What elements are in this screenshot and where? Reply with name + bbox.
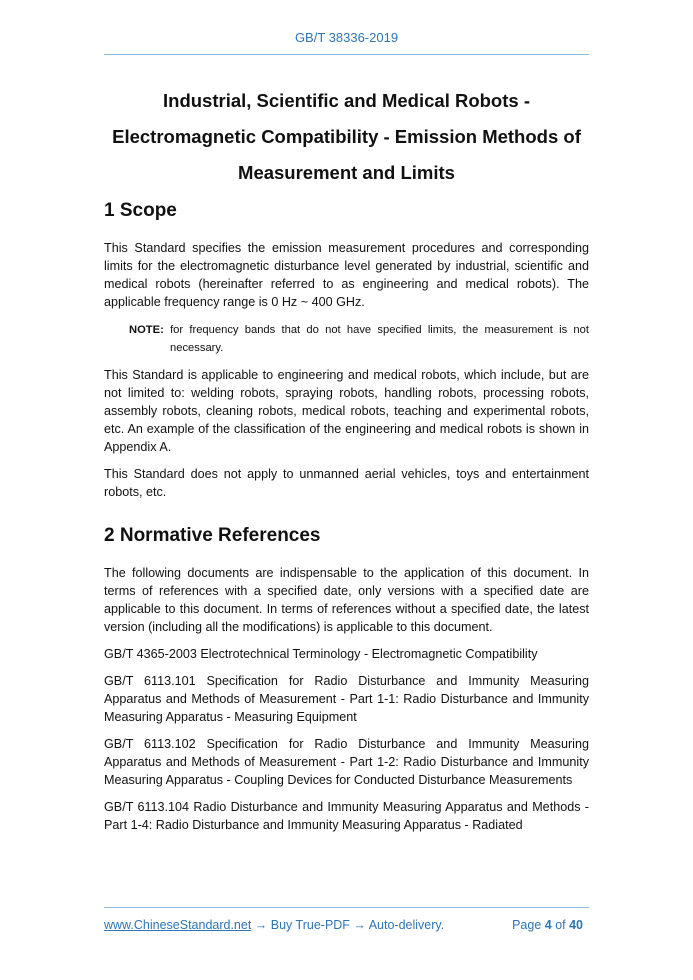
note-text: for frequency bands that do not have specified limits, the measurement is not necessary. (163, 324, 589, 354)
document-title (104, 83, 589, 191)
title-line-1: Industrial, Scientific and Medical Robots - (163, 90, 530, 111)
title-line-2: Electromagnetic Compatibility - Emission Methods of (112, 126, 581, 147)
page-indicator (512, 918, 583, 932)
page-content (104, 83, 589, 834)
section-heading-scope: 1 Scope (104, 200, 177, 221)
page-of: of (551, 918, 570, 932)
references-intro: The following documents are indispensable to the application of this document. In terms of references with a specified date, only versions with a specified date are applicable to this document. In terms of references without a specified date, the latest version (including all the modifications) is applicable to this document. (104, 566, 589, 634)
total-pages: 40 (569, 918, 583, 932)
section-heading-normative-references: 2 Normative References (104, 525, 321, 546)
chinesestandard-link[interactable]: www.ChineseStandard.net (104, 918, 252, 932)
reference-item: GB/T 6113.102 Specification for Radio Disturbance and Immunity Measuring Apparatus and Methods of Measurement - Part 1-2: Radio Disturbance and Immunity Measuring Apparatus - Coupling Devices for Conducted Disturbance Measurements (104, 737, 589, 787)
scope-paragraph-1: This Standard specifies the emission measurement procedures and corresponding limits for the electromagnetic disturbance level generated by industrial, scientific and medical robots (hereinafter referred to as engineering and medical robots). The applicable frequency range is 0 Hz ~ 400 GHz. (104, 241, 589, 309)
page-footer (104, 918, 589, 932)
scope-paragraph-3: This Standard does not apply to unmanned aerial vehicles, toys and entertainment robots, etc. (104, 467, 589, 499)
reference-item: GB/T 6113.101 Specification for Radio Disturbance and Immunity Measuring Apparatus and Methods of Measurement - Part 1-1: Radio Disturbance and Immunity Measuring Apparatus - Measuring Equipment (104, 674, 589, 724)
current-page: 4 (544, 918, 552, 932)
title-line-3: Measurement and Limits (238, 162, 455, 183)
footer-divider (104, 907, 589, 908)
scope-note (129, 321, 589, 357)
page-label: Page (512, 918, 545, 932)
header-divider (104, 54, 589, 55)
reference-item: GB/T 6113.104 Radio Disturbance and Immunity Measuring Apparatus and Methods - Part 1-4: Radio Disturbance and Immunity Measuring Apparatus - Radiated (104, 800, 589, 832)
document-code-header: GB/T 38336-2019 (294, 30, 399, 45)
note-label: NOTE: (129, 324, 164, 336)
footer-promo-text: → Buy True-PDF → Auto-delivery. (251, 918, 445, 932)
scope-paragraph-2: This Standard is applicable to engineering and medical robots, which include, but are not limited to: welding robots, spraying robots, handling robots, processing robots, assembly robots, cleaning robots, medical robots, teaching and experimental robots, etc. An example of the classification of the engineering and medical robots is shown in Appendix A. (104, 368, 589, 454)
reference-item: GB/T 4365-2003 Electrotechnical Terminology - Electromagnetic Compatibility (104, 647, 538, 661)
